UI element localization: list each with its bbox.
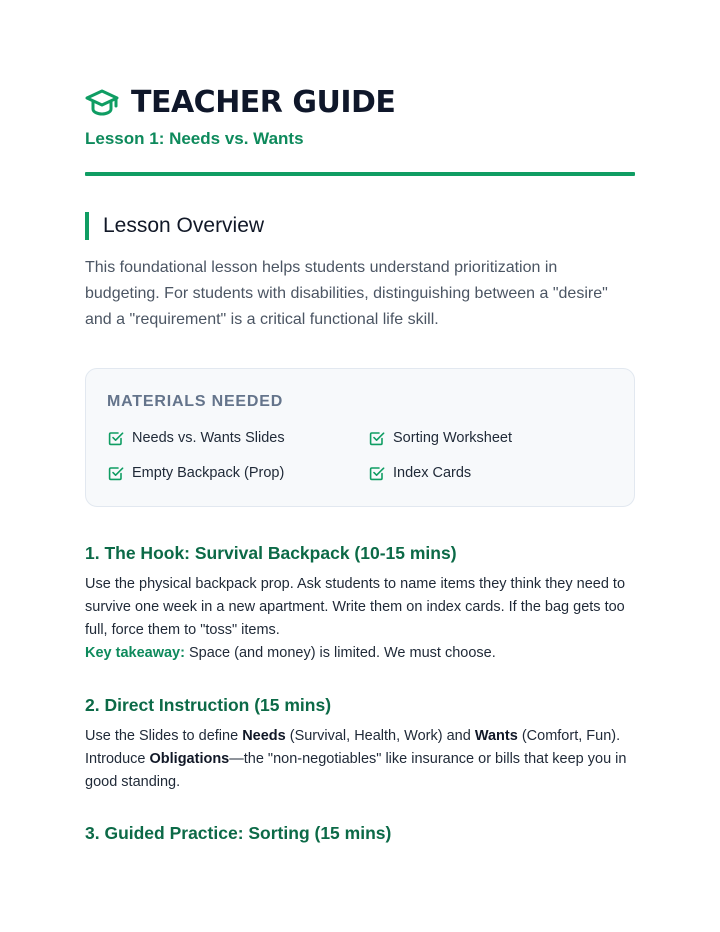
- instruction-text-2: (Survival, Health, Work) and: [285, 728, 475, 744]
- section-title: 3. Guided Practice: Sorting (15 mins): [85, 823, 392, 843]
- section-instruction: [85, 693, 635, 794]
- materials-box: [85, 368, 635, 507]
- instruction-text-4: —the "non-negotiables" like insurance or bills that keep you in good standing.: [85, 751, 627, 790]
- needs-term: Needs: [242, 728, 286, 744]
- checkbox-checked-icon: [108, 430, 124, 446]
- overview-heading: [85, 211, 264, 241]
- material-item: [369, 430, 512, 446]
- wants-term: Wants: [474, 728, 518, 744]
- overview-title: Lesson Overview: [103, 214, 265, 237]
- section-body: [85, 725, 635, 794]
- material-label: Sorting Worksheet: [393, 430, 513, 446]
- hook-body-text: Use the physical backpack prop. Ask students to name items they think they need to survive one week in a new apartment. Write them on index cards. If the bag gets too full, force them to "toss" items.: [85, 576, 626, 638]
- guide-header: [85, 84, 635, 150]
- material-item: [108, 430, 285, 446]
- obligations-term: Obligations: [149, 751, 230, 767]
- instruction-text-3: (Comfort, Fun). Introduce: [85, 728, 621, 767]
- checkbox-checked-icon: [369, 430, 385, 446]
- header-divider: [85, 172, 635, 176]
- material-label: Index Cards: [393, 465, 472, 481]
- takeaway-text: Space (and money) is limited. We must choose.: [184, 645, 496, 661]
- checkbox-checked-icon: [108, 465, 124, 481]
- takeaway-label: Key takeaway:: [85, 645, 185, 661]
- lesson-subtitle: Lesson 1: Needs vs. Wants: [85, 129, 304, 148]
- material-label: Empty Backpack (Prop): [132, 465, 285, 481]
- instruction-text-1: Use the Slides to define: [85, 728, 243, 744]
- section-guided-practice: [85, 821, 635, 845]
- title-row: [85, 84, 635, 122]
- materials-title: MATERIALS NEEDED: [107, 393, 284, 410]
- overview-text: This foundational lesson helps students understand prioritization in budgeting. For students with disabilities, distinguishing between a "desire" and a "requirement" is a critical functional life skill.: [85, 259, 608, 328]
- graduation-cap-icon: [85, 86, 119, 120]
- section-title: 2. Direct Instruction (15 mins): [85, 695, 332, 715]
- page-title: TEACHER GUIDE: [131, 85, 396, 120]
- material-label: Needs vs. Wants Slides: [132, 430, 285, 446]
- overview-accent-bar: [85, 212, 89, 240]
- section-hook: [85, 541, 635, 665]
- checkbox-checked-icon: [369, 465, 385, 481]
- material-item: [108, 465, 284, 481]
- material-item: [369, 465, 471, 481]
- section-title: 1. The Hook: Survival Backpack (10-15 mins): [85, 543, 457, 563]
- section-body: [85, 573, 635, 665]
